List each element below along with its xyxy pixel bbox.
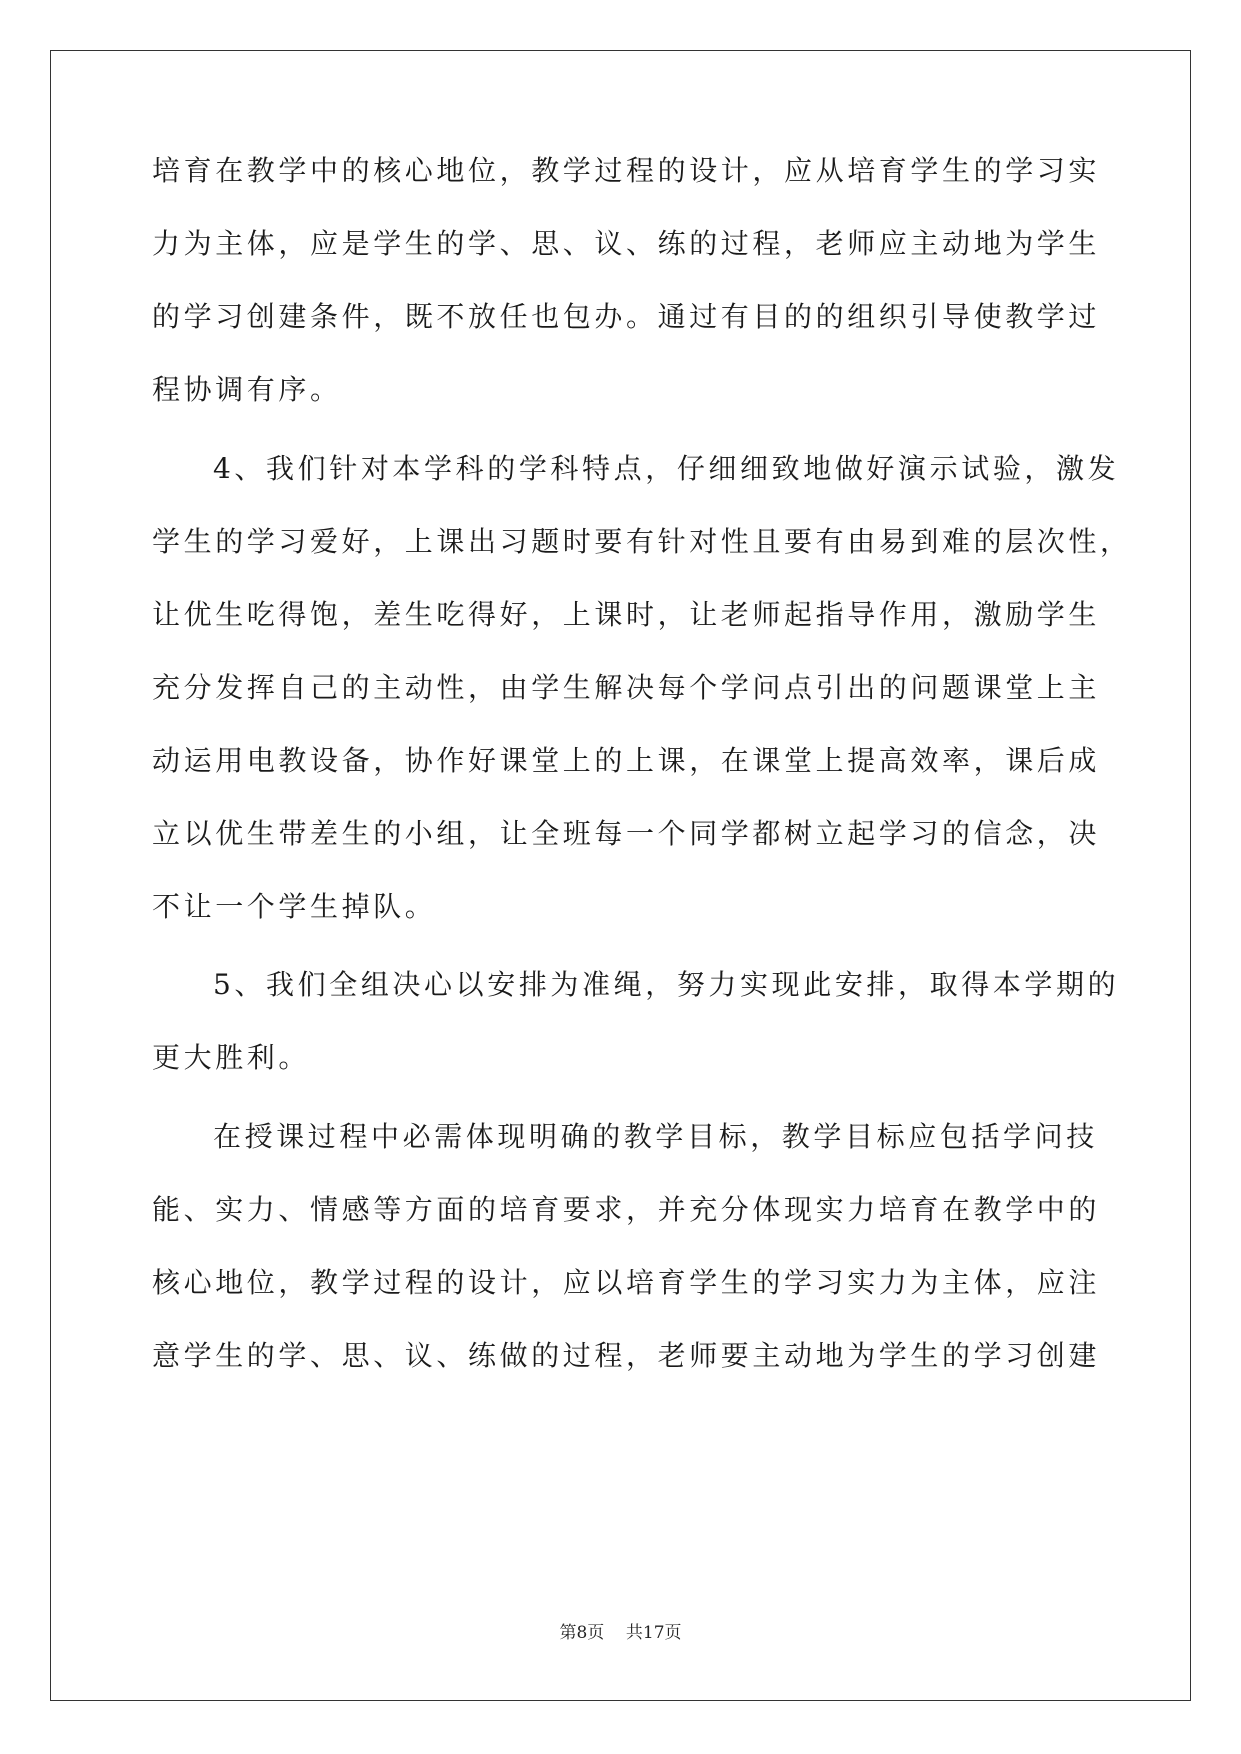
- paragraph-line: 充分发挥自己的主动性，由学生解决每个学问点引出的问题课堂上主: [152, 671, 1101, 704]
- paragraph-line: 5、我们全组决心以安排为准绳，努力实现此安排，取得本学期的: [213, 968, 1120, 1001]
- paragraph-line: 不让一个学生掉队。: [152, 890, 437, 923]
- paragraph-line: 力为主体，应是学生的学、思、议、练的过程，老师应主动地为学生: [152, 227, 1101, 260]
- page-border: [50, 50, 1191, 1701]
- paragraph-line: 立以优生带差生的小组，让全班每一个同学都树立起学习的信念，决: [152, 817, 1101, 850]
- paragraph-line: 核心地位，教学过程的设计，应以培育学生的学习实力为主体，应注: [152, 1266, 1101, 1299]
- paragraph-line: 让优生吃得饱，差生吃得好，上课时，让老师起指导作用，激励学生: [152, 598, 1101, 631]
- paragraph-line: 在授课过程中必需体现明确的教学目标，教学目标应包括学问技: [213, 1120, 1098, 1153]
- page-footer: [0, 1622, 1241, 1644]
- paragraph-line: 的学习创建条件，既不放任也包办。通过有目的的组织引导使教学过: [152, 300, 1101, 333]
- page-number: 第8页: [559, 1623, 605, 1643]
- paragraph-line: 意学生的学、思、议、练做的过程，老师要主动地为学生的学习创建: [152, 1339, 1101, 1372]
- paragraph-line: 程协调有序。: [152, 373, 342, 406]
- paragraph-line: 更大胜利。: [152, 1041, 311, 1074]
- paragraph-line: 能、实力、情感等方面的培育要求，并充分体现实力培育在教学中的: [152, 1193, 1101, 1226]
- paragraph-line: 培育在教学中的核心地位，教学过程的设计，应从培育学生的学习实: [152, 154, 1101, 187]
- paragraph-line: 学生的学习爱好，上课出习题时要有针对性且要有由易到难的层次性，: [152, 525, 1132, 558]
- paragraph-line: 4、我们针对本学科的学科特点，仔细细致地做好演示试验，激发: [213, 452, 1120, 485]
- paragraph-line: 动运用电教设备，协作好课堂上的上课，在课堂上提高效率，课后成: [152, 744, 1101, 777]
- total-pages: 共17页: [625, 1623, 682, 1643]
